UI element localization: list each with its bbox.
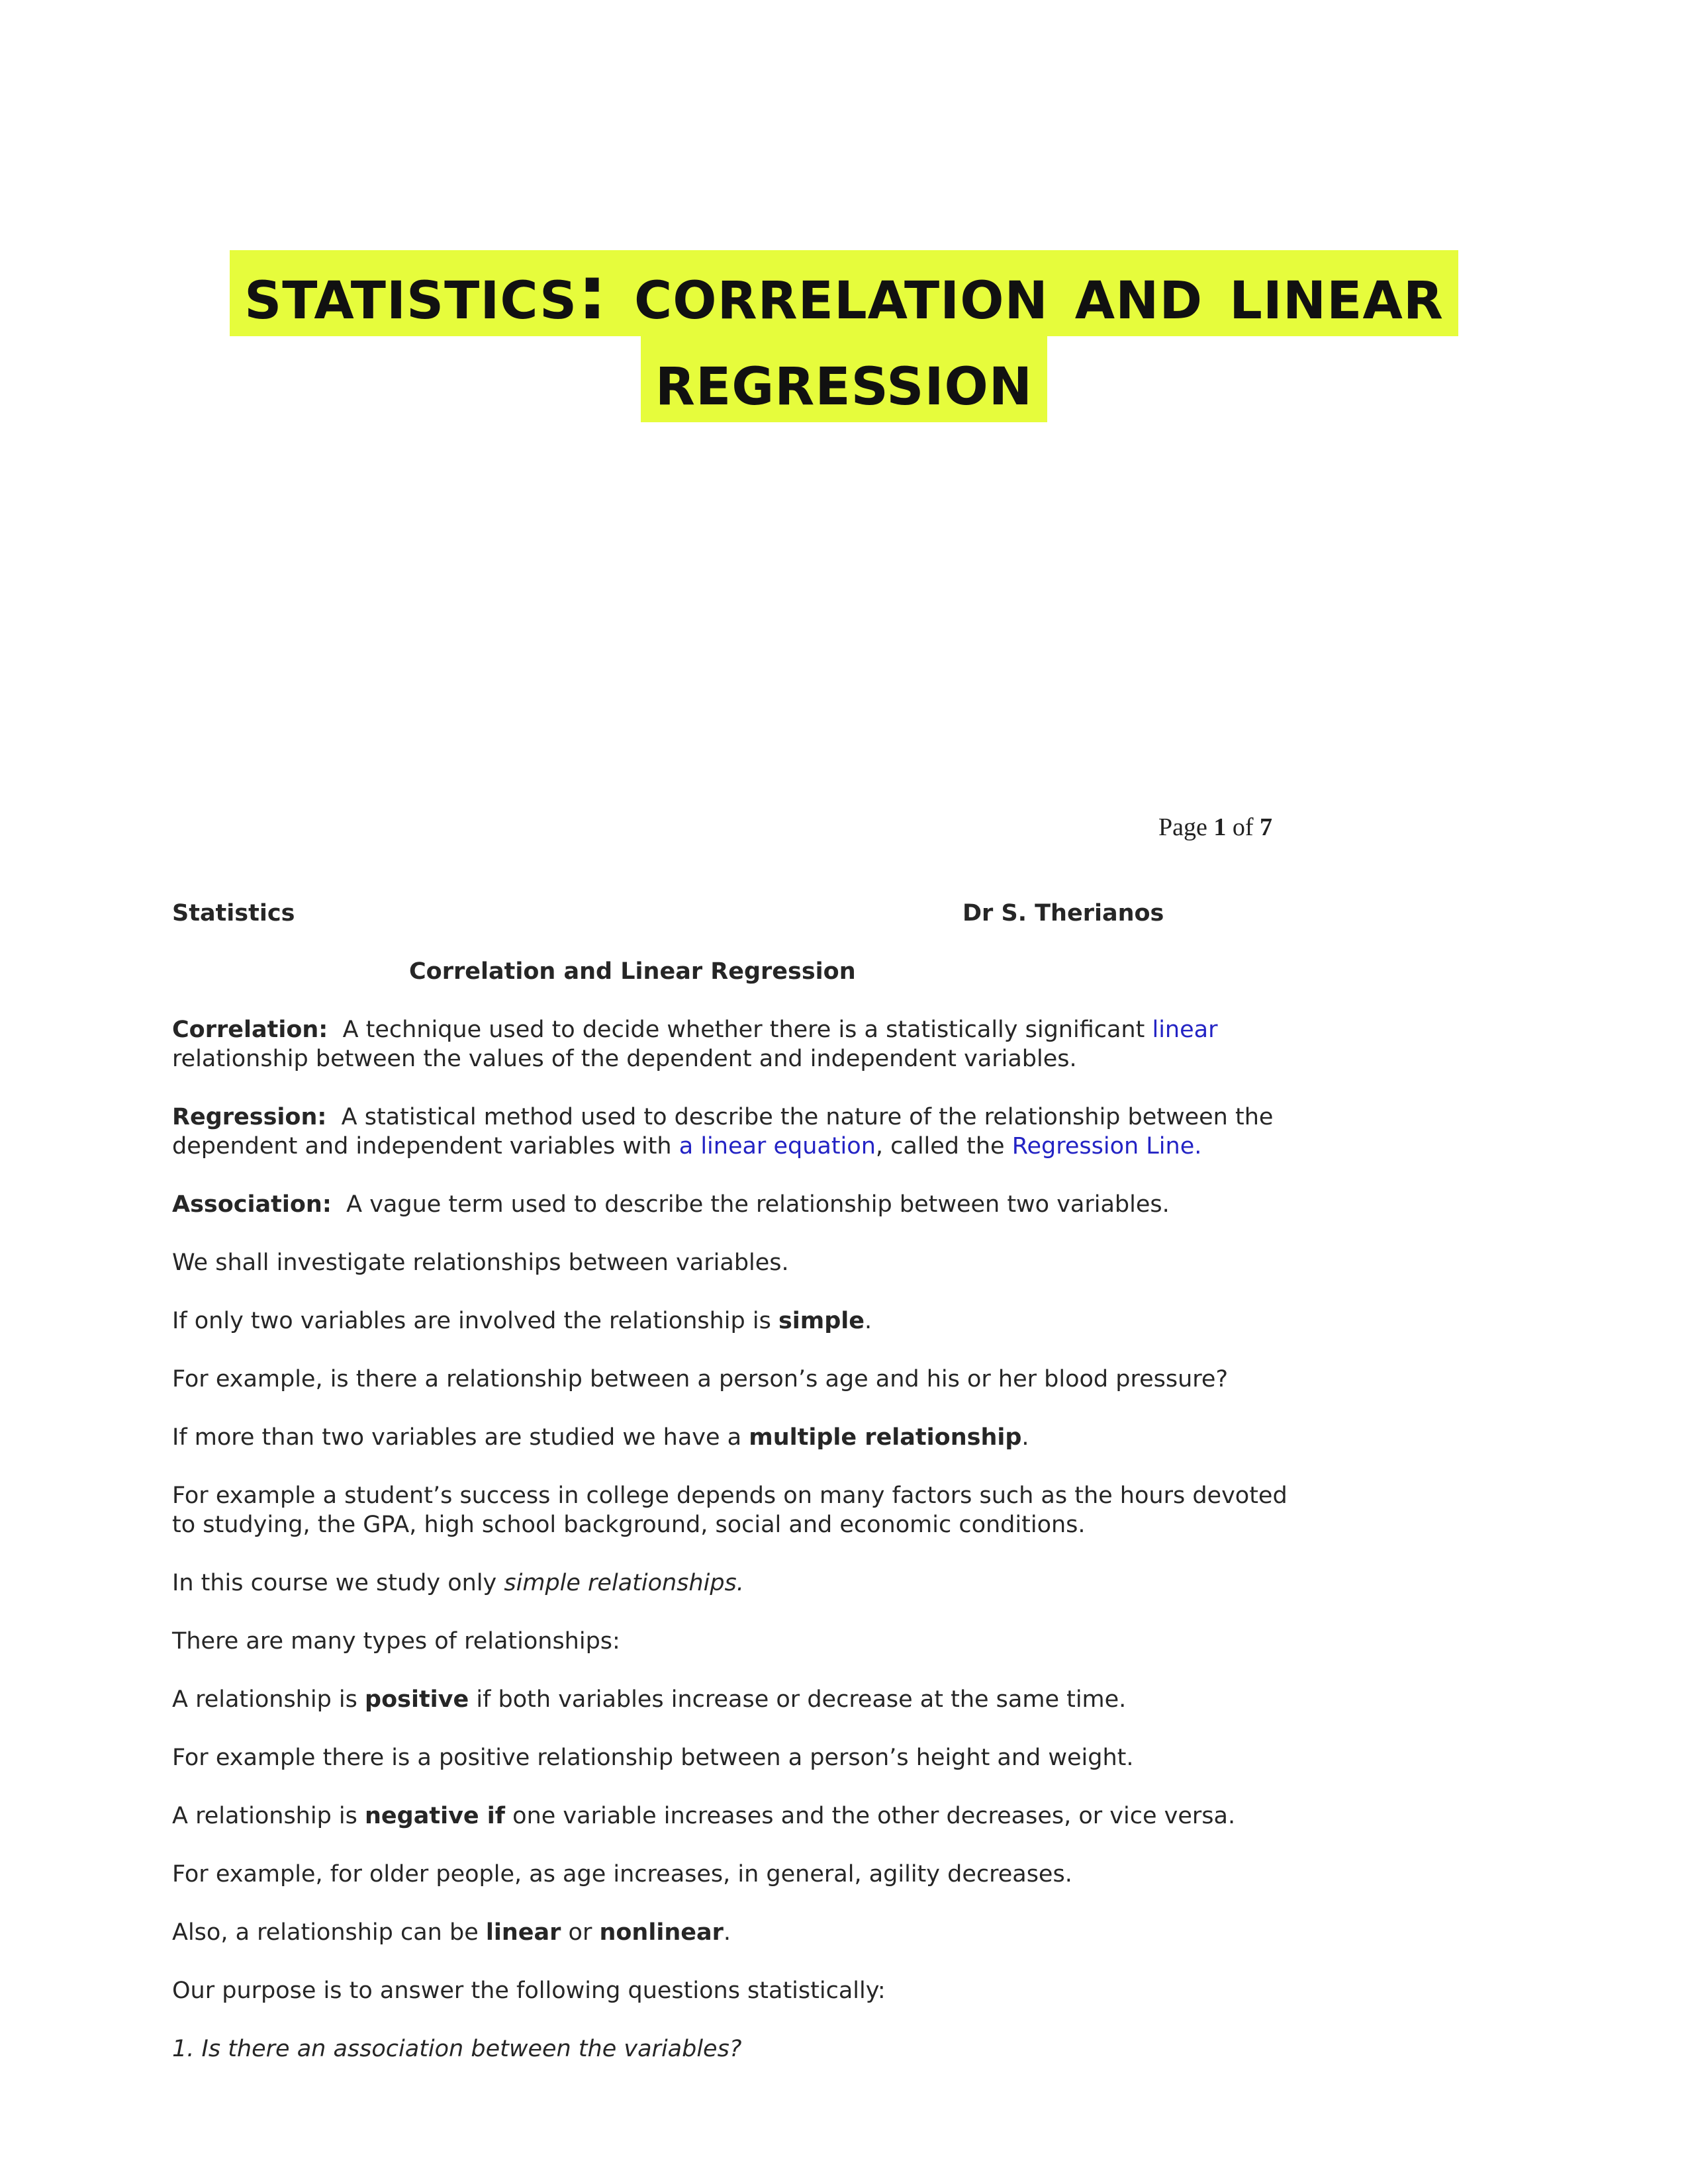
paragraph <box>172 1801 1297 1831</box>
paragraph <box>172 1569 1297 1598</box>
regression-text-2: , called the <box>875 1133 1012 1160</box>
correlation-text-1: A technique used to decide whether there is a statistically significant <box>342 1017 1152 1043</box>
emphasis-simple-relationships: simple relationships. <box>504 1570 744 1596</box>
text: . <box>865 1308 872 1334</box>
paragraph: For example, is there a relationship between a person’s age and his or her blood pressure? <box>172 1366 1229 1392</box>
link-linear-equation[interactable]: a linear equation <box>679 1133 876 1160</box>
link-linear[interactable]: linear <box>1152 1017 1218 1043</box>
regression-text-1: A statistical method used to describe the nature of the relationship between the dependent and independent variables with <box>172 1104 1274 1160</box>
text: one variable increases and the other decreases, or vice versa. <box>505 1803 1236 1829</box>
emphasis-multiple-relationship: multiple relationship <box>749 1424 1022 1451</box>
page-number-current: 1 <box>1213 813 1227 841</box>
emphasis-nonlinear: nonlinear <box>599 1919 724 1946</box>
document-body <box>172 899 1297 2064</box>
text: If more than two variables are studied we have a <box>172 1424 749 1451</box>
emphasis-linear: linear <box>485 1919 561 1946</box>
paragraph <box>172 1306 1297 1336</box>
text: A relationship is <box>172 1686 365 1713</box>
text: or <box>561 1919 600 1946</box>
text: . <box>1021 1424 1029 1451</box>
paragraph: For example a student’s success in college depends on many factors such as the hours devoted to studying, the GPA, high school background, social and economic conditions. <box>172 1482 1288 1538</box>
page-number-total: 7 <box>1260 813 1273 841</box>
paragraph <box>172 1423 1297 1452</box>
emphasis-simple: simple <box>778 1308 865 1334</box>
definition-correlation <box>172 1015 1297 1073</box>
text: A relationship is <box>172 1803 365 1829</box>
regression-text-3: . <box>1194 1133 1202 1160</box>
paragraph <box>172 1685 1297 1714</box>
header-author: Dr S. Therianos <box>962 900 1164 927</box>
title-line-1: statistics: correlation and linear <box>230 250 1458 336</box>
page-number-middle: of <box>1226 813 1260 841</box>
term-regression: Regression: <box>172 1104 327 1130</box>
paragraph: We shall investigate relationships between variables. <box>172 1250 789 1276</box>
text: if both variables increase or decrease at the same time. <box>469 1686 1127 1713</box>
page-number-prefix: Page <box>1158 813 1214 841</box>
paragraph: For example there is a positive relationship between a person’s height and weight. <box>172 1745 1134 1771</box>
text: If only two variables are involved the relationship is <box>172 1308 778 1334</box>
page-number <box>1158 813 1272 842</box>
paragraph: Our purpose is to answer the following questions statistically: <box>172 1978 886 2004</box>
term-association: Association: <box>172 1191 332 1218</box>
paragraph <box>172 1918 1297 1947</box>
definition-association <box>172 1190 1297 1219</box>
emphasis-negative: negative if <box>365 1803 506 1829</box>
correlation-text-2: relationship between the values of the dependent and independent variables. <box>172 1046 1077 1072</box>
text: . <box>723 1919 731 1946</box>
header-course: Statistics <box>172 900 295 927</box>
title-line-2: regression <box>641 336 1047 422</box>
section-subtitle: Correlation and Linear Regression <box>409 958 856 985</box>
emphasis-positive: positive <box>365 1686 469 1713</box>
document-title <box>0 250 1688 422</box>
document-header <box>172 899 1297 928</box>
association-text: A vague term used to describe the relationship between two variables. <box>346 1191 1170 1218</box>
text: In this course we study only <box>172 1570 504 1596</box>
link-regression-line[interactable]: Regression Line <box>1011 1133 1195 1160</box>
question-1: 1. Is there an association between the variables? <box>172 2036 742 2062</box>
paragraph: For example, for older people, as age increases, in general, agility decreases. <box>172 1861 1072 1888</box>
paragraph: There are many types of relationships: <box>172 1628 620 1655</box>
definition-regression <box>172 1103 1297 1161</box>
text: Also, a relationship can be <box>172 1919 486 1946</box>
term-correlation: Correlation: <box>172 1017 328 1043</box>
